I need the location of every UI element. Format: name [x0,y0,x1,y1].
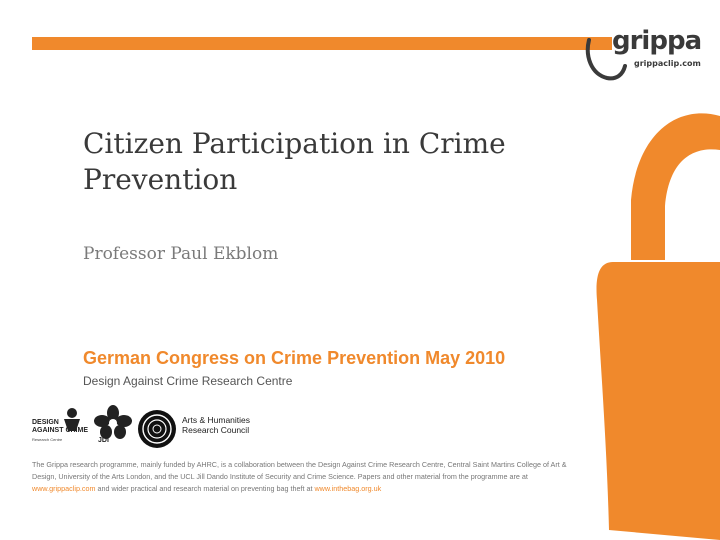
organisation-name: Design Against Crime Research Centre [83,374,293,388]
grippa-logo: grippa [612,26,702,56]
footer-text-part1: The Grippa research programme, mainly funded by AHRC, is a collaboration between the Design Against Crime Research Centre, Central Saint Martins College of Art & Design, University of the Arts London, and the UCL Jill Dando Institute of Security and Crime Science. Papers and other material from the programme are at [32,460,567,481]
author-name: Professor Paul Ekblom [83,244,279,264]
top-accent-bar [32,37,612,50]
ahrc-logo-icon [136,408,178,450]
padlock-icon [595,90,720,540]
ahrc-label: Arts & Humanities Research Council [182,415,251,435]
partner-logos [30,405,360,455]
footer-text [32,459,592,495]
slide-title: Citizen Participation in Crime Prevention [83,127,506,196]
design-against-crime-logo [30,407,90,453]
event-title: German Congress on Crime Prevention May 2010 [83,348,506,368]
jdi-flower-icon [92,405,134,453]
inthebag-link[interactable]: www.inthebag.org.uk [314,484,382,493]
jdi-label: JDI [98,437,109,444]
dac-line1: DESIGN [32,419,59,426]
grippa-url: grippaclip.com [634,59,701,68]
dac-line2: AGAINST CRIME [32,427,88,434]
dac-logo-text [32,419,88,435]
dac-sub: Research Centre [32,437,63,442]
footer-text-part2: and wider practical and research material on preventing bag theft at [95,484,315,493]
grippa-link[interactable]: www.grippaclip.com [32,484,96,493]
